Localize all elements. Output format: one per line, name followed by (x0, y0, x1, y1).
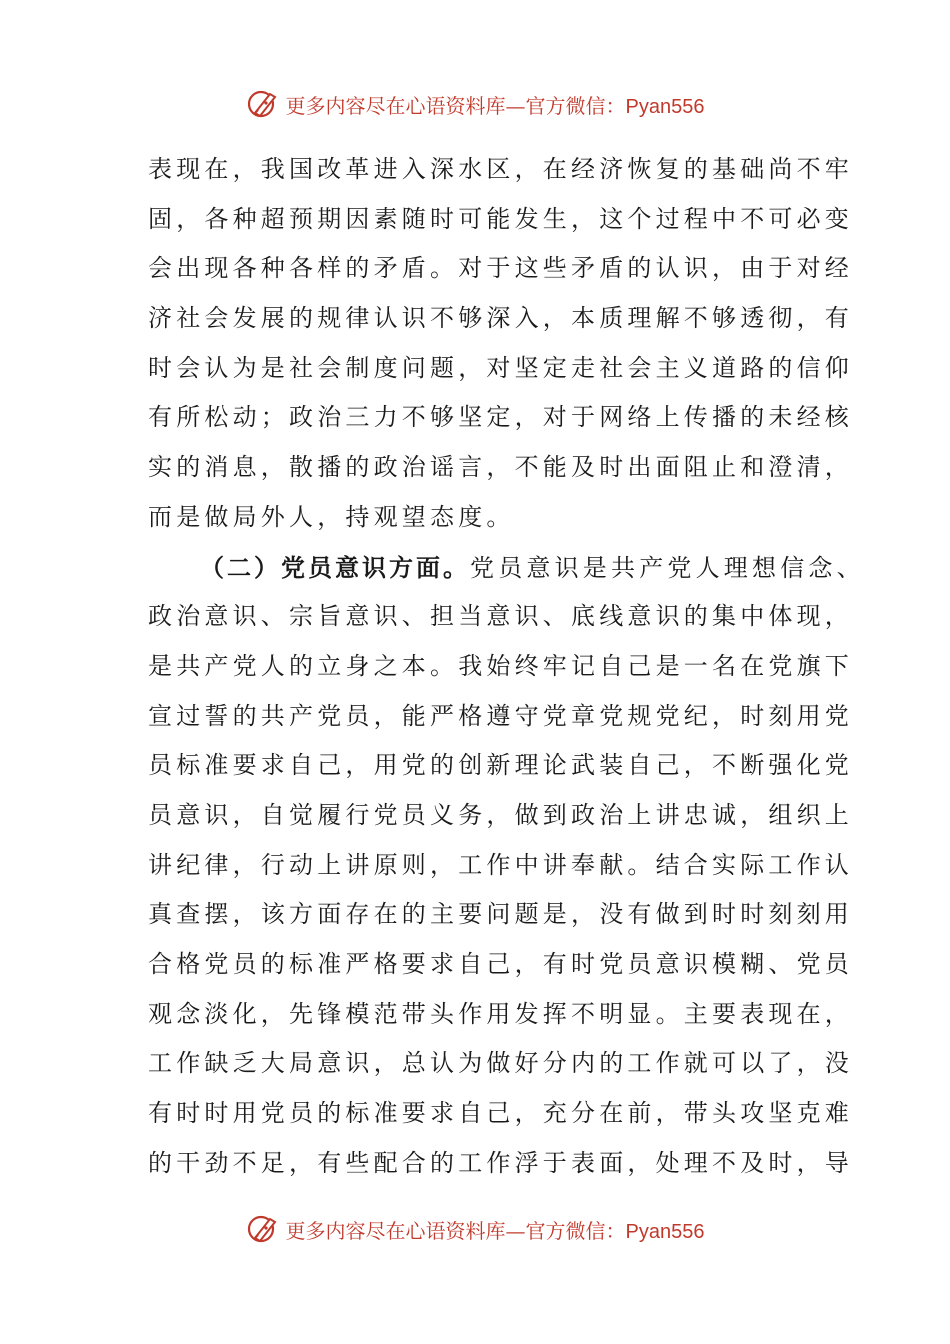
body-line: 实的消息，散播的政治谣言，不能及时出面阻止和澄清， (148, 453, 853, 482)
body-line: 会出现各种各样的矛盾。对于这些矛盾的认识，由于对经 (148, 254, 853, 283)
body-line: 济社会发展的规律认识不够深入，本质理解不够透彻，有 (148, 304, 853, 333)
body-line: 有时时用党员的标准要求自己，充分在前，带头攻坚克难 (148, 1099, 853, 1128)
body-line: 的干劲不足，有些配合的工作浮于表面，处理不及时，导 (148, 1148, 853, 1177)
pen-nib-circle-logo-icon (246, 1211, 282, 1247)
section-first-line-text: 党员意识是共产党人理想信念、 (470, 553, 865, 582)
header-banner (0, 84, 950, 124)
body-line: 是共产党人的立身之本。我始终牢记自己是一名在党旗下 (148, 651, 853, 680)
document-body (148, 145, 865, 1188)
body-line: 工作缺乏大局意识，总认为做好分内的工作就可以了，没 (148, 1049, 853, 1078)
body-line: 员标准要求自己，用党的创新理论武装自己，不断强化党 (148, 751, 853, 780)
body-line: 观念淡化，先锋模范带头作用发挥不明显。主要表现在， (148, 999, 853, 1028)
pen-nib-circle-logo-icon (246, 86, 282, 122)
body-line: 表现在，我国改革进入深水区，在经济恢复的基础尚不牢 (148, 155, 853, 183)
body-line: 时会认为是社会制度问题，对坚定走社会主义道路的信仰 (148, 353, 853, 382)
body-line: 员意识，自觉履行党员义务，做到政治上讲忠诚，组织上 (148, 800, 853, 829)
footer-banner (0, 1209, 950, 1249)
body-line: 有所松动；政治三力不够坚定，对于网络上传播的未经核 (148, 403, 853, 432)
body-line: 合格党员的标准严格要求自己，有时党员意识模糊、党员 (148, 950, 853, 978)
section-first-line (148, 543, 865, 593)
body-line: 政治意识、宗旨意识、担当意识、底线意识的集中体现， (148, 602, 853, 631)
body-line: 讲纪律，行动上讲原则，工作中讲奉献。结合实际工作认 (148, 850, 853, 879)
body-line: 而是做局外人，持观望态度。 (148, 502, 515, 531)
body-line: 固，各种超预期因素随时可能发生，这个过程中不可必变 (148, 204, 853, 233)
body-line: 宣过誓的共产党员，能严格遵守党章党规党纪，时刻用党 (148, 701, 853, 730)
header-text: 更多内容尽在心语资料库—官方微信：Pyan556 (285, 93, 705, 118)
section-heading: （二）党员意识方面。 (200, 552, 470, 582)
footer-text: 更多内容尽在心语资料库—官方微信：Pyan556 (285, 1218, 705, 1243)
body-line: 真查摆，该方面存在的主要问题是，没有做到时时刻刻用 (148, 900, 853, 929)
